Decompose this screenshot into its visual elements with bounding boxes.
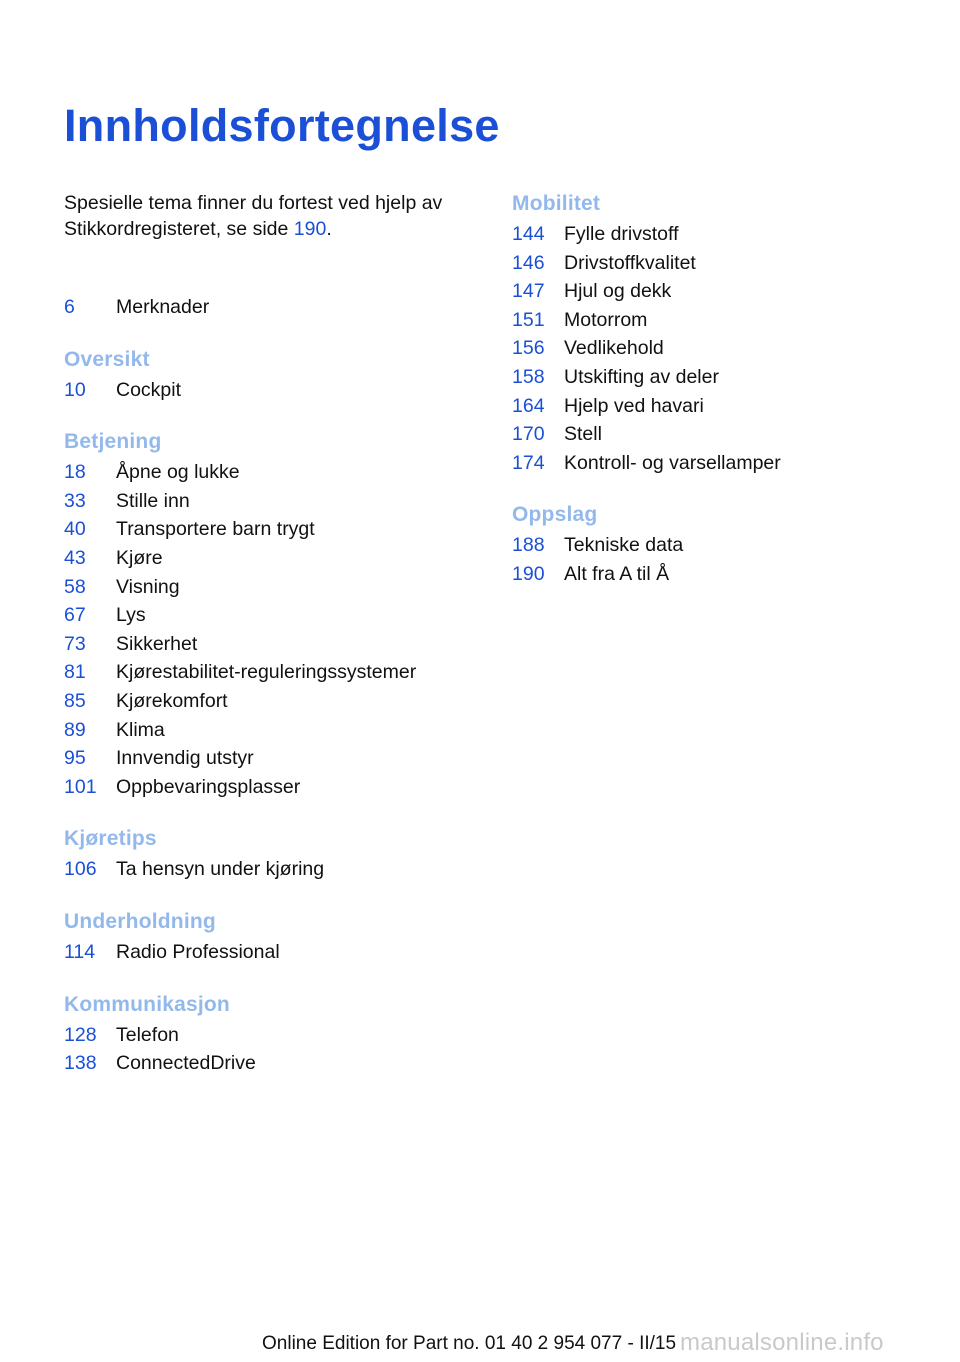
- toc-entry[interactable]: [64, 515, 484, 544]
- toc-entry[interactable]: [512, 363, 932, 392]
- toc-section: [512, 188, 932, 477]
- toc-page-number[interactable]: 147: [512, 280, 545, 303]
- toc-entry[interactable]: [64, 458, 484, 487]
- toc-entry[interactable]: [64, 487, 484, 516]
- section-heading: Betjening: [64, 430, 162, 454]
- toc-page-number[interactable]: 40: [64, 518, 86, 541]
- toc-page-number[interactable]: 67: [64, 604, 86, 627]
- toc-left-column: [64, 293, 484, 1078]
- toc-page-number[interactable]: 43: [64, 546, 86, 569]
- toc-section: [64, 426, 484, 801]
- toc-page-number[interactable]: 58: [64, 575, 86, 598]
- toc-entry-label: Kjøre: [116, 546, 163, 569]
- section-heading: Oversikt: [64, 347, 150, 371]
- toc-page-number[interactable]: 146: [512, 251, 545, 274]
- toc-entry-label: Kjørekomfort: [116, 689, 228, 712]
- edition-footer: Online Edition for Part no. 01 40 2 954 077 - II/15: [262, 1333, 677, 1354]
- toc-page-number[interactable]: 158: [512, 365, 545, 388]
- toc-page-number[interactable]: 174: [512, 451, 545, 474]
- toc-entry-label: Klima: [116, 718, 165, 741]
- toc-page-number[interactable]: 151: [512, 308, 545, 331]
- toc-entry-label: Ta hensyn under kjøring: [116, 858, 325, 881]
- section-heading: Kjøretips: [64, 827, 157, 851]
- toc-entry-label: Hjul og dekk: [564, 280, 672, 303]
- toc-entry-label: Radio Professional: [116, 940, 280, 963]
- toc-entry-label: Lys: [116, 604, 146, 627]
- toc-page-number[interactable]: 6: [64, 296, 75, 318]
- toc-page-number[interactable]: 128: [64, 1023, 97, 1046]
- toc-page-number[interactable]: 18: [64, 461, 86, 484]
- toc-entry[interactable]: [64, 855, 484, 884]
- toc-entry[interactable]: [64, 293, 484, 322]
- toc-page-number[interactable]: 85: [64, 689, 86, 712]
- toc-entry[interactable]: [64, 544, 484, 573]
- toc-entry[interactable]: [64, 658, 484, 687]
- intro-end: .: [326, 218, 332, 240]
- toc-page-number[interactable]: 190: [512, 562, 545, 585]
- toc-entry[interactable]: [512, 560, 932, 589]
- toc-page-number[interactable]: 101: [64, 775, 97, 798]
- toc-entry-label: Stille inn: [116, 489, 190, 512]
- section-heading: Kommunikasjon: [64, 992, 230, 1016]
- toc-entry-label: Kjørestabilitet-reguleringssystemer: [116, 661, 417, 684]
- toc-entry-label: Kontroll- og varsellamper: [564, 451, 781, 474]
- toc-entry[interactable]: [64, 687, 484, 716]
- toc-page-number[interactable]: 33: [64, 489, 86, 512]
- toc-section: [64, 823, 484, 884]
- toc-entry-label: Utskifting av deler: [564, 365, 719, 388]
- toc-entry-label: Drivstoffkvalitet: [564, 251, 696, 274]
- toc-entry[interactable]: [512, 392, 932, 421]
- toc-entry[interactable]: [512, 220, 932, 249]
- toc-section: [64, 293, 484, 322]
- toc-entry[interactable]: [512, 531, 932, 560]
- toc-entry-label: Transportere barn trygt: [116, 518, 315, 541]
- toc-entry[interactable]: [512, 249, 932, 278]
- toc-entry-label: Visning: [116, 575, 180, 598]
- toc-entry[interactable]: [512, 277, 932, 306]
- toc-right-column: [512, 188, 932, 589]
- toc-page-number[interactable]: 10: [64, 378, 86, 401]
- toc-entry[interactable]: [512, 420, 932, 449]
- toc-page-number[interactable]: 170: [512, 423, 545, 446]
- toc-page-number[interactable]: 144: [512, 223, 545, 245]
- toc-entry-label: Sikkerhet: [116, 632, 198, 655]
- toc-entry[interactable]: [64, 773, 484, 802]
- toc-entry-label: Alt fra A til Å: [564, 562, 670, 585]
- toc-entry[interactable]: [64, 1021, 484, 1050]
- toc-entry[interactable]: [64, 573, 484, 602]
- section-heading: Oppslag: [512, 503, 598, 527]
- toc-page-number[interactable]: 95: [64, 747, 86, 770]
- toc-entry-label: Innvendig utstyr: [116, 747, 254, 770]
- toc-page-number[interactable]: 156: [512, 337, 545, 360]
- toc-page-number[interactable]: 81: [64, 661, 86, 684]
- toc-entry-label: Merknader: [116, 296, 210, 318]
- toc-entry-label: Åpne og lukke: [116, 461, 240, 484]
- toc-entry[interactable]: [64, 1049, 484, 1078]
- toc-entry-label: Motorrom: [564, 308, 648, 331]
- toc-section: [64, 344, 484, 405]
- toc-entry-label: Hjelp ved havari: [564, 394, 704, 417]
- toc-page-number[interactable]: 164: [512, 394, 545, 417]
- toc-entry-label: Oppbevaringsplasser: [116, 775, 301, 798]
- toc-section: [512, 499, 932, 588]
- toc-section: [64, 906, 484, 967]
- toc-entry[interactable]: [64, 601, 484, 630]
- toc-section: [64, 989, 484, 1078]
- toc-page-number[interactable]: 89: [64, 718, 86, 741]
- section-heading: Mobilitet: [512, 192, 601, 215]
- toc-page-number[interactable]: 114: [64, 940, 96, 963]
- toc-entry[interactable]: [512, 334, 932, 363]
- toc-entry[interactable]: [64, 744, 484, 773]
- toc-page-number[interactable]: 138: [64, 1052, 97, 1075]
- page-title: Innholdsfortegnelse: [64, 100, 500, 151]
- toc-entry-label: Telefon: [116, 1023, 179, 1046]
- toc-entry-label: Tekniske data: [564, 534, 684, 557]
- toc-entry[interactable]: [64, 938, 484, 967]
- toc-entry-label: Vedlikehold: [564, 337, 664, 360]
- toc-entry-label: Cockpit: [116, 378, 182, 401]
- toc-entry[interactable]: [64, 716, 484, 745]
- toc-entry-label: Stell: [564, 423, 602, 446]
- toc-entry[interactable]: [64, 630, 484, 659]
- toc-entry-label: ConnectedDrive: [116, 1052, 256, 1075]
- toc-page-number[interactable]: 188: [512, 534, 545, 557]
- intro-text: Spesielle tema finner du fortest ved hjelp av Stikkordregisteret, se side: [64, 192, 443, 240]
- toc-entry[interactable]: [512, 306, 932, 335]
- toc-entry[interactable]: [64, 376, 484, 405]
- watermark: manualsonline.info: [680, 1329, 884, 1356]
- toc-entry[interactable]: [512, 449, 932, 478]
- toc-page-number[interactable]: 106: [64, 858, 97, 881]
- intro-paragraph: [64, 190, 474, 242]
- section-heading: Underholdning: [64, 909, 216, 933]
- index-page-link[interactable]: 190: [293, 218, 327, 240]
- toc-page-number[interactable]: 73: [64, 632, 86, 655]
- toc-entry-label: Fylle drivstoff: [564, 223, 679, 245]
